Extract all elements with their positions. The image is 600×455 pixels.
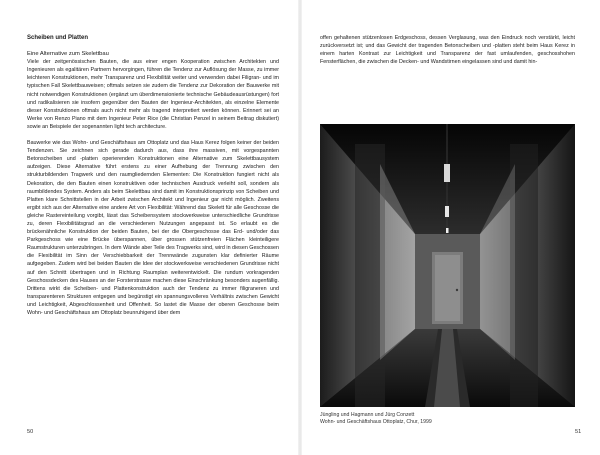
right-text-column — [320, 34, 575, 66]
left-paragraph-1: Viele der zeitgenössischen Bauten, die aus einer engen Kooperation zwischen Architekten und Ingenieuren als egalitären Partnern hervorgingen, führen die Tendenz zur Auflösung der Masse, zu immer leichteren Konstruktionen, mehr Transparenz und Flexibilität weiter und verwenden dabei Filigran- und im typischen Fall Skelettbauweisen; oftmals setzen sie zudem die Tendenz zur Dekoration der Bauwerke mit nicht notwendigen Konstruktionen (ergänzt um überdimensionierte technische Gebäudeausrüstungen) fort und radikalisieren sie insofern gegenüber den Bauten der Ingenieur-Architekten, als einzelne Elemente dieser Konstruktionen oftmals auch nicht mehr als tragend interpretiert werden können. Erinnert sei an Werke von Renzo Piano mit dem Ingenieur Peter Rice (die Christian Penzel in seinem Beitrag diskutiert) sowie an Beispiele der sogenannten light tech architecture. — [27, 59, 279, 130]
page-number-right: 51 — [575, 429, 582, 435]
left-text-column — [27, 34, 279, 317]
page-number-left: 50 — [27, 429, 34, 435]
right-paragraph-1: offen gehaltenen stützenlosen Erdgeschoss, dessen Verglasung, was den Eindruck noch verstärkt, leicht zurückversetzt ist; und das Gewicht der tragenden Betonscheiben und -platten steht beim Haus Kerez in einem harten Kontrast zur Leichtigkeit und Transparenz der fast umlaufenden, geschosshohen Fensterflächen, die zwischen die Decken- und Wandstirnen eingelassen sind und damit hin- — [320, 35, 575, 66]
left-paragraph-2: Bauwerke wie das Wohn- und Geschäftshaus am Ottoplatz und das Haus Kerez folgen keiner der beiden Tendenzen. Sie zeichnen sich gerade dadurch aus, dass ihre massiven, mit vorgespannten Betonscheiben und -platten operierenden Konstruktionen eine Alternative zum Skelettbausystem aufzeigen. Diese Alternative führt erstens zu einer Aufhebung der Trennung zwischen den strukturbildenden Tragwerk und den raumgliedernden Elementen: Die Konstruktion fungiert nicht als Dekoration, die den Bauten einen konstruktiven oder technischen Ausdruck verleiht soll, sondern als raumbildendes System. Anders als beim Skelettbau sind damit im Konstruktionsprinzip von Scheiben und Platten klare Schnittstellen in der Arbeit zwischen Architekt und Ingenieur gar nicht möglich. Zweitens ergibt sich aus der Alternative eine andere Art von Flexibilität: Während das Skelett für alle Geschosse die gleiche Rastereinteilung vorgibt, lässt das Scheibensystem stockwerkweise unterschiedliche Grundrisse zu, deren Flexibilitätsgrad an die verschiedenen Nutzungen angepasst ist. So erlaubt es die brückenähnliche Konstruktion der beiden Bauten, bei der die Obergeschosse das Erd- und/oder das Parkgeschoss wie eine Brücke überspannen, über grossen stützenfreien Flächen kleinteiligere Raumstrukturen unterzubringen. In dem Wände aber Teile des Tragwerks sind, wird in diesen Geschossen die Flexibilität im Sinn der Verschiebbarkeit der Trennwände zugunsten klar definierter Räume aufgegeben. Zudem wird bei beiden Bauten die Idee der stockwerkweise verschiedenen Grundrisse nicht auf den Schnitt übertragen und in Richtung Raumplan weiterentwickelt. Die rundum vorkragenden Geschossdecken des Hauses an der Forsterstrasse machen diese Einschränkung besonders augenfällig. Drittens wirkt die Scheiben- und Plattenkonstruktion auch der Tendenz zu immer filigraneren und transparenteren Strukturen entgegen und begünstigt ein spannungsvolleres Verhältnis zwischen Gewicht und Leichtigkeit, Abgeschlossenheit und Offenheit. So lastet die Masse der oberen Geschosse beim Wohn- und Geschäftshaus am Ottoplatz beunruhigend über dem — [27, 140, 279, 316]
caption-line-2: Wohn- und Geschäftshaus Ottoplatz, Chur, 1999 — [320, 419, 432, 426]
corridor-photo — [320, 124, 575, 407]
section-heading: Scheiben und Platten — [27, 35, 89, 41]
caption-line-1: Jüngling und Hagmann und Jürg Conzett — [320, 412, 415, 418]
photo-caption — [320, 412, 575, 427]
right-page — [300, 0, 600, 455]
section-subheading: Eine Alternative zum Skelettbau — [27, 51, 109, 58]
